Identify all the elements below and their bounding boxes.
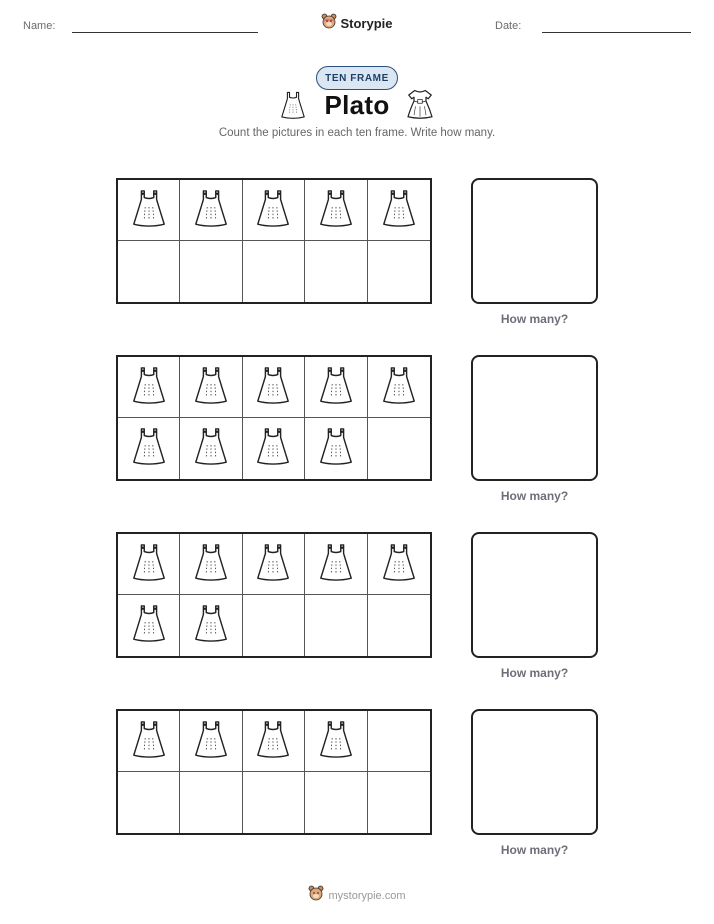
dress-icon	[192, 542, 230, 587]
ten-frame-cell	[180, 180, 242, 241]
ten-frame-cell	[243, 534, 305, 595]
ten-frame-cell	[243, 595, 305, 656]
bear-mascot-icon	[321, 13, 337, 34]
ten-frame-cell	[243, 357, 305, 418]
dress-icon	[130, 365, 168, 410]
ten-frame-cell	[180, 418, 242, 479]
ten-frame-cell	[368, 595, 430, 656]
ten-frame-cell	[368, 180, 430, 241]
ten-frame-cell	[180, 534, 242, 595]
ten-frame	[116, 709, 432, 835]
dress-icon	[317, 365, 355, 410]
ten-frame-cell	[243, 241, 305, 302]
dress-icon	[317, 542, 355, 587]
date-line[interactable]	[542, 32, 691, 33]
dress-icon	[380, 365, 418, 410]
answer-box[interactable]	[471, 355, 598, 481]
ten-frame-cell	[180, 357, 242, 418]
ten-frame-cell	[118, 180, 180, 241]
answer-box[interactable]	[471, 709, 598, 835]
ten-frame-cell	[305, 241, 367, 302]
ten-frame-cell	[243, 711, 305, 772]
ten-frame	[116, 532, 432, 658]
ten-frame-cell	[368, 418, 430, 479]
dress-icon	[317, 426, 355, 471]
ten-frame-cell	[118, 711, 180, 772]
how-many-label: How many?	[500, 312, 569, 326]
dress-icon	[405, 88, 435, 125]
ten-frame-cell	[118, 534, 180, 595]
ten-frame-cell	[368, 357, 430, 418]
dress-icon	[254, 188, 292, 233]
dress-icon	[380, 542, 418, 587]
dress-icon	[130, 542, 168, 587]
dress-icon	[254, 365, 292, 410]
ten-frame-cell	[118, 772, 180, 833]
ten-frame-cell	[305, 595, 367, 656]
answer-box[interactable]	[471, 178, 598, 304]
ten-frame-cell	[305, 418, 367, 479]
ten-frame-cell	[368, 711, 430, 772]
ten-frame-cell	[180, 595, 242, 656]
dress-icon	[130, 719, 168, 764]
ten-frame-cell	[305, 772, 367, 833]
dress-icon	[192, 603, 230, 648]
worksheet-type-badge: TEN FRAME	[316, 66, 398, 90]
how-many-label: How many?	[500, 489, 569, 503]
dress-icon	[192, 719, 230, 764]
bear-mascot-icon	[308, 885, 324, 906]
page-title: Plato	[324, 90, 390, 120]
brand-logo	[0, 13, 714, 34]
ten-frame-cell	[118, 241, 180, 302]
dress-icon	[254, 542, 292, 587]
dress-icon	[254, 719, 292, 764]
dress-icon	[192, 426, 230, 471]
brand-name: Storypie	[340, 16, 393, 31]
ten-frame-cell	[118, 418, 180, 479]
ten-frame	[116, 355, 432, 481]
dress-icon	[130, 426, 168, 471]
ten-frame-cell	[180, 772, 242, 833]
dress-icon	[279, 90, 307, 125]
ten-frame-cell	[180, 711, 242, 772]
date-label: Date:	[495, 20, 522, 32]
ten-frame-cell	[368, 534, 430, 595]
dress-icon	[380, 188, 418, 233]
ten-frame-cell	[118, 357, 180, 418]
dress-icon	[130, 188, 168, 233]
ten-frame-cell	[305, 357, 367, 418]
dress-icon	[192, 188, 230, 233]
footer	[0, 885, 714, 906]
ten-frame-cell	[305, 180, 367, 241]
dress-icon	[130, 603, 168, 648]
ten-frame-cell	[368, 772, 430, 833]
ten-frame	[116, 178, 432, 304]
ten-frame-cell	[243, 180, 305, 241]
dress-icon	[317, 719, 355, 764]
answer-box[interactable]	[471, 532, 598, 658]
how-many-label: How many?	[500, 843, 569, 857]
dress-icon	[317, 188, 355, 233]
ten-frame-cell	[305, 534, 367, 595]
instructions: Count the pictures in each ten frame. Write how many.	[218, 127, 496, 139]
ten-frame-cell	[243, 772, 305, 833]
ten-frame-cell	[243, 418, 305, 479]
footer-url[interactable]: mystorypie.com	[328, 889, 406, 902]
ten-frame-cell	[305, 711, 367, 772]
how-many-label: How many?	[500, 666, 569, 680]
ten-frame-cell	[180, 241, 242, 302]
dress-icon	[192, 365, 230, 410]
ten-frame-cell	[368, 241, 430, 302]
name-label: Name:	[23, 20, 56, 32]
ten-frame-cell	[118, 595, 180, 656]
dress-icon	[254, 426, 292, 471]
